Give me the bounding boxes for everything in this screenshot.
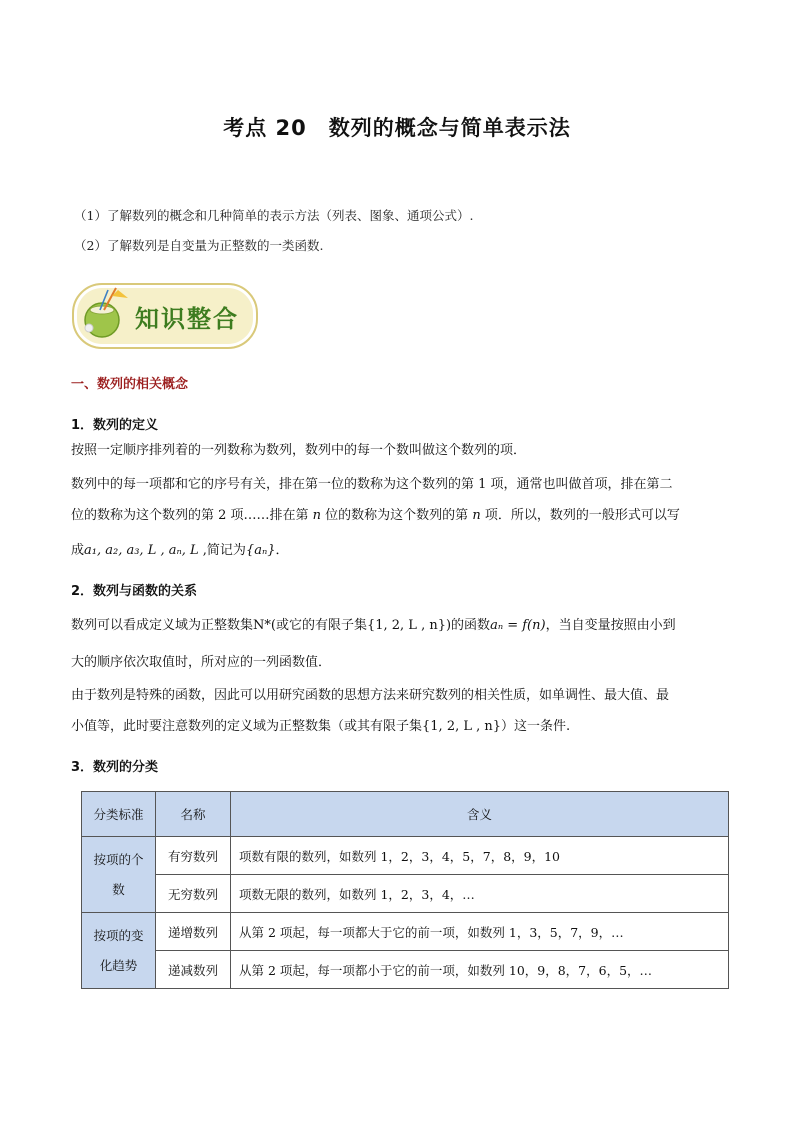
function-line3: 由于数列是特殊的函数，因此可以用研究函数的思想方法来研究数列的相关性质，如单调性、最大值、最 <box>71 688 670 703</box>
sequence-type-name: 有穷数列 <box>156 837 231 875</box>
sequence-general-form: a₁, a₂, a₃, L , aₙ, L <box>84 543 199 558</box>
classification-heading: 3．数列的分类 <box>71 760 159 775</box>
finite-subset: {1, 2, L , n} <box>422 719 502 734</box>
function-formula: aₙ = f(n) <box>490 618 546 633</box>
function-line4: 小值等，此时要注意数列的定义域为正整数集（或其有限子集{1, 2, L , n}）这一条件. <box>71 719 571 734</box>
definition-p1: 按照一定顺序排列着的一列数称为数列，数列中的每一个数叫做这个数列的项． <box>71 443 527 458</box>
definition-heading: 1．数列的定义 <box>71 418 159 433</box>
sequence-notation: {aₙ} <box>245 543 276 558</box>
definition-p2-line1: 数列中的每一项都和它的序号有关，排在第一位的数称为这个数列的第 1 项，通常也叫做首项，排在第二 <box>71 477 673 492</box>
table-header-row <box>82 792 729 837</box>
sequence-type-meaning: 项数无限的数列，如数列 1，2，3，4，… <box>231 875 729 913</box>
var-n: n <box>312 508 322 523</box>
sequence-type-meaning: 从第 2 项起，每一项都小于它的前一项，如数列 10，9，8，7，6，5，… <box>231 951 729 989</box>
sequence-type-name: 递减数列 <box>156 951 231 989</box>
sequence-type-name: 递增数列 <box>156 913 231 951</box>
section-heading: 一、数列的相关概念 <box>71 377 189 392</box>
sequence-type-meaning: 从第 2 项起，每一项都大于它的前一项，如数列 1，3，5，7，9，… <box>231 913 729 951</box>
function-heading: 2．数列与函数的关系 <box>71 584 198 599</box>
table-row <box>82 875 729 913</box>
function-line2: 大的顺序依次取值时，所对应的一列函数值． <box>71 655 332 670</box>
group-label: 按项的变化趋势 <box>82 913 156 989</box>
natural-numbers-symbol: N* <box>253 618 271 633</box>
objective-2: （2）了解数列是自变量为正整数的一类函数. <box>74 238 324 253</box>
table-header: 分类标准 <box>82 792 156 837</box>
table-header: 名称 <box>156 792 231 837</box>
sequence-type-name: 无穷数列 <box>156 875 231 913</box>
page-title: 考点 20 数列的概念与简单表示法 <box>223 116 571 140</box>
finite-subset: {1, 2, L , n} <box>366 618 446 633</box>
sequence-type-meaning: 项数有限的数列，如数列 1，2，3，4，5，7，8，9，10 <box>231 837 729 875</box>
group-label: 按项的个数 <box>82 837 156 913</box>
function-line1: 数列可以看成定义域为正整数集N*(或它的有限子集{1, 2, L , n})的函数aₙ = f(n)，当自变量按照由小到 <box>71 618 676 633</box>
table-row <box>82 837 729 875</box>
table-header: 含义 <box>231 792 729 837</box>
table-row <box>82 951 729 989</box>
definition-p2-line2: 位的数称为这个数列的第 2 项……排在第 n 位的数称为这个数列的第 n 项．所以，数列的一般形式可以写 <box>71 508 680 523</box>
table-row <box>82 913 729 951</box>
coconut-drink-icon <box>78 286 132 340</box>
definition-p2-line3: 成a₁, a₂, a₃, L , aₙ, L ,简记为{aₙ}． <box>71 543 289 558</box>
classification-table <box>81 791 729 989</box>
objective-1: （1）了解数列的概念和几种简单的表示方法（列表、图象、通项公式）. <box>74 208 474 223</box>
badge-label: 知识整合 <box>135 305 239 333</box>
